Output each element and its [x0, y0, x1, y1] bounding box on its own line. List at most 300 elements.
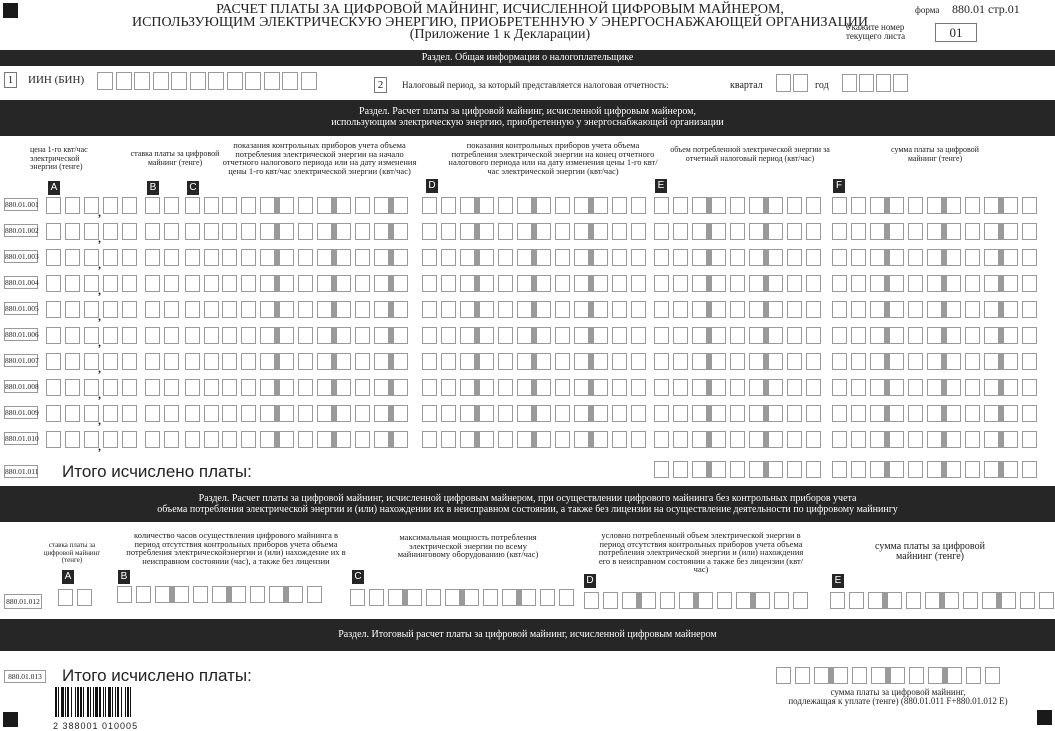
rate-cell[interactable] — [145, 275, 160, 292]
price-cell[interactable] — [84, 327, 99, 344]
price-cell[interactable] — [122, 353, 137, 370]
start-reading-cell[interactable] — [374, 249, 389, 266]
start-reading-cell[interactable] — [355, 275, 370, 292]
volume-cell[interactable] — [749, 405, 764, 422]
volume-cell[interactable] — [673, 275, 688, 292]
sum-cell[interactable] — [984, 249, 999, 266]
price-cell[interactable] — [122, 405, 137, 422]
rate-cell[interactable] — [185, 249, 200, 266]
start-reading-cell[interactable] — [393, 301, 408, 318]
s2-volume-cell[interactable] — [641, 592, 656, 609]
price-cell[interactable] — [84, 431, 99, 448]
rate-cell[interactable] — [204, 353, 219, 370]
start-reading-cell[interactable] — [336, 197, 351, 214]
sum-cell[interactable] — [851, 301, 866, 318]
end-reading-cell[interactable] — [517, 353, 532, 370]
start-reading-cell[interactable] — [222, 197, 237, 214]
sum-cell[interactable] — [927, 379, 942, 396]
sum-cell[interactable] — [1003, 197, 1018, 214]
volume-cell[interactable] — [654, 301, 669, 318]
end-reading-cell[interactable] — [479, 405, 494, 422]
s2-hours-cell[interactable] — [269, 586, 284, 603]
start-reading-cell[interactable] — [260, 275, 275, 292]
sum-cell[interactable] — [946, 353, 961, 370]
volume-cell[interactable] — [787, 327, 802, 344]
sum-cell[interactable] — [946, 223, 961, 240]
sum-cell[interactable] — [832, 405, 847, 422]
price-cell[interactable] — [103, 197, 118, 214]
end-reading-cell[interactable] — [555, 379, 570, 396]
year-cell[interactable] — [876, 74, 891, 92]
volume-cell[interactable] — [730, 249, 745, 266]
volume-cell[interactable] — [768, 249, 783, 266]
price-cell[interactable] — [65, 405, 80, 422]
end-reading-cell[interactable] — [460, 249, 475, 266]
sum-cell[interactable] — [908, 223, 923, 240]
end-reading-cell[interactable] — [593, 301, 608, 318]
volume-cell[interactable] — [787, 249, 802, 266]
price-cell[interactable] — [122, 301, 137, 318]
quarter-cell[interactable] — [776, 74, 791, 92]
rate-cell[interactable] — [164, 249, 179, 266]
volume-cell[interactable] — [711, 327, 726, 344]
iin-digit-cell[interactable] — [97, 72, 113, 90]
volume-cell[interactable] — [692, 249, 707, 266]
end-reading-cell[interactable] — [593, 275, 608, 292]
end-reading-cell[interactable] — [555, 353, 570, 370]
volume-cell[interactable] — [730, 275, 745, 292]
end-reading-cell[interactable] — [517, 197, 532, 214]
sum-cell[interactable] — [870, 405, 885, 422]
iin-digit-cell[interactable] — [116, 72, 132, 90]
start-reading-cell[interactable] — [279, 223, 294, 240]
end-reading-cell[interactable] — [612, 249, 627, 266]
end-reading-cell[interactable] — [536, 249, 551, 266]
end-reading-cell[interactable] — [555, 301, 570, 318]
rate-cell[interactable] — [185, 197, 200, 214]
volume-cell[interactable] — [806, 431, 821, 448]
start-reading-cell[interactable] — [393, 405, 408, 422]
sum-cell[interactable] — [889, 223, 904, 240]
volume-cell[interactable] — [806, 223, 821, 240]
price-cell[interactable] — [46, 327, 61, 344]
volume-cell[interactable] — [673, 249, 688, 266]
end-reading-cell[interactable] — [498, 197, 513, 214]
end-reading-cell[interactable] — [441, 353, 456, 370]
sum-cell[interactable] — [965, 197, 980, 214]
volume-cell[interactable] — [654, 223, 669, 240]
start-reading-cell[interactable] — [374, 275, 389, 292]
volume-cell[interactable] — [711, 431, 726, 448]
final-sum-cell[interactable] — [795, 667, 810, 684]
start-reading-cell[interactable] — [241, 405, 256, 422]
end-reading-cell[interactable] — [593, 379, 608, 396]
volume-cell[interactable] — [806, 197, 821, 214]
final-sum-cell[interactable] — [985, 667, 1000, 684]
end-reading-cell[interactable] — [479, 223, 494, 240]
volume-cell[interactable] — [806, 275, 821, 292]
start-reading-cell[interactable] — [336, 379, 351, 396]
volume-cell[interactable] — [787, 405, 802, 422]
s2-volume-cell[interactable] — [755, 592, 770, 609]
sum-cell[interactable] — [984, 405, 999, 422]
volume-cell[interactable] — [673, 197, 688, 214]
s2-volume-cell[interactable] — [660, 592, 675, 609]
end-reading-cell[interactable] — [441, 405, 456, 422]
sum-cell[interactable] — [889, 249, 904, 266]
end-reading-cell[interactable] — [593, 223, 608, 240]
volume-cell[interactable] — [806, 249, 821, 266]
end-reading-cell[interactable] — [498, 223, 513, 240]
start-reading-cell[interactable] — [279, 301, 294, 318]
sum-cell[interactable] — [965, 249, 980, 266]
start-reading-cell[interactable] — [222, 379, 237, 396]
volume-cell[interactable] — [711, 353, 726, 370]
price-cell[interactable] — [65, 327, 80, 344]
rate-cell[interactable] — [145, 431, 160, 448]
s2-hours-cell[interactable] — [136, 586, 151, 603]
end-reading-cell[interactable] — [631, 431, 646, 448]
sum-cell[interactable] — [946, 301, 961, 318]
volume-cell[interactable] — [692, 405, 707, 422]
rate-cell[interactable] — [164, 327, 179, 344]
start-reading-cell[interactable] — [355, 353, 370, 370]
volume-cell[interactable] — [749, 301, 764, 318]
end-reading-cell[interactable] — [555, 275, 570, 292]
sum-cell[interactable] — [984, 275, 999, 292]
end-reading-cell[interactable] — [498, 275, 513, 292]
sum-cell[interactable] — [908, 275, 923, 292]
end-reading-cell[interactable] — [631, 379, 646, 396]
end-reading-cell[interactable] — [593, 431, 608, 448]
end-reading-cell[interactable] — [536, 379, 551, 396]
start-reading-cell[interactable] — [222, 431, 237, 448]
end-reading-cell[interactable] — [422, 431, 437, 448]
volume-cell[interactable] — [711, 249, 726, 266]
price-cell[interactable] — [84, 197, 99, 214]
end-reading-cell[interactable] — [441, 327, 456, 344]
volume-cell[interactable] — [692, 379, 707, 396]
end-reading-cell[interactable] — [555, 249, 570, 266]
volume-cell[interactable] — [749, 379, 764, 396]
price-cell[interactable] — [122, 431, 137, 448]
start-reading-cell[interactable] — [279, 275, 294, 292]
end-reading-cell[interactable] — [555, 431, 570, 448]
sum-cell[interactable] — [984, 197, 999, 214]
volume-cell[interactable] — [654, 379, 669, 396]
sum-cell[interactable] — [1003, 353, 1018, 370]
s2-hours-cell[interactable] — [288, 586, 303, 603]
rate-cell[interactable] — [145, 327, 160, 344]
end-reading-cell[interactable] — [422, 379, 437, 396]
end-reading-cell[interactable] — [612, 431, 627, 448]
end-reading-cell[interactable] — [479, 275, 494, 292]
price-cell[interactable] — [84, 275, 99, 292]
volume-cell[interactable] — [768, 379, 783, 396]
rate-cell[interactable] — [164, 301, 179, 318]
sum-cell[interactable] — [870, 327, 885, 344]
end-reading-cell[interactable] — [574, 197, 589, 214]
total-volume-cell[interactable] — [673, 461, 688, 478]
start-reading-cell[interactable] — [317, 301, 332, 318]
total-sum-cell[interactable] — [908, 461, 923, 478]
s2-sum-cell[interactable] — [887, 592, 902, 609]
s2-sum-cell[interactable] — [925, 592, 940, 609]
end-reading-cell[interactable] — [479, 249, 494, 266]
rate-cell[interactable] — [164, 353, 179, 370]
total-sum-cell[interactable] — [965, 461, 980, 478]
volume-cell[interactable] — [749, 249, 764, 266]
volume-cell[interactable] — [806, 327, 821, 344]
end-reading-cell[interactable] — [498, 379, 513, 396]
price-cell[interactable] — [84, 353, 99, 370]
volume-cell[interactable] — [787, 431, 802, 448]
iin-digit-cell[interactable] — [153, 72, 169, 90]
end-reading-cell[interactable] — [441, 249, 456, 266]
end-reading-cell[interactable] — [631, 353, 646, 370]
total-volume-cell[interactable] — [654, 461, 669, 478]
s2-hours-cell[interactable] — [212, 586, 227, 603]
sum-cell[interactable] — [851, 431, 866, 448]
start-reading-cell[interactable] — [393, 431, 408, 448]
start-reading-cell[interactable] — [222, 405, 237, 422]
end-reading-cell[interactable] — [574, 431, 589, 448]
end-reading-cell[interactable] — [498, 353, 513, 370]
end-reading-cell[interactable] — [422, 275, 437, 292]
volume-cell[interactable] — [654, 405, 669, 422]
end-reading-cell[interactable] — [460, 405, 475, 422]
volume-cell[interactable] — [692, 301, 707, 318]
sum-cell[interactable] — [984, 379, 999, 396]
s2-power-cell[interactable] — [369, 589, 384, 606]
volume-cell[interactable] — [654, 197, 669, 214]
iin-digit-cell[interactable] — [301, 72, 317, 90]
start-reading-cell[interactable] — [374, 353, 389, 370]
rate-cell[interactable] — [145, 249, 160, 266]
sum-cell[interactable] — [965, 327, 980, 344]
start-reading-cell[interactable] — [241, 223, 256, 240]
price-cell[interactable] — [103, 275, 118, 292]
price-cell[interactable] — [65, 431, 80, 448]
volume-cell[interactable] — [768, 431, 783, 448]
end-reading-cell[interactable] — [612, 327, 627, 344]
volume-cell[interactable] — [692, 223, 707, 240]
sum-cell[interactable] — [965, 353, 980, 370]
end-reading-cell[interactable] — [422, 249, 437, 266]
rate-cell[interactable] — [185, 327, 200, 344]
start-reading-cell[interactable] — [355, 431, 370, 448]
volume-cell[interactable] — [787, 223, 802, 240]
price-cell[interactable] — [103, 379, 118, 396]
start-reading-cell[interactable] — [393, 197, 408, 214]
price-cell[interactable] — [46, 249, 61, 266]
volume-cell[interactable] — [673, 223, 688, 240]
start-reading-cell[interactable] — [355, 223, 370, 240]
s2-power-cell[interactable] — [483, 589, 498, 606]
s2-hours-cell[interactable] — [117, 586, 132, 603]
sum-cell[interactable] — [851, 405, 866, 422]
iin-digit-cell[interactable] — [282, 72, 298, 90]
start-reading-cell[interactable] — [222, 327, 237, 344]
total-sum-cell[interactable] — [851, 461, 866, 478]
sum-cell[interactable] — [1003, 249, 1018, 266]
end-reading-cell[interactable] — [536, 327, 551, 344]
volume-cell[interactable] — [730, 379, 745, 396]
volume-cell[interactable] — [787, 301, 802, 318]
end-reading-cell[interactable] — [612, 379, 627, 396]
start-reading-cell[interactable] — [374, 197, 389, 214]
volume-cell[interactable] — [711, 197, 726, 214]
start-reading-cell[interactable] — [374, 379, 389, 396]
total-volume-cell[interactable] — [768, 461, 783, 478]
rate-cell[interactable] — [164, 405, 179, 422]
sum-cell[interactable] — [889, 379, 904, 396]
volume-cell[interactable] — [806, 301, 821, 318]
end-reading-cell[interactable] — [422, 405, 437, 422]
price-cell[interactable] — [65, 223, 80, 240]
start-reading-cell[interactable] — [336, 301, 351, 318]
end-reading-cell[interactable] — [574, 353, 589, 370]
price-cell[interactable] — [65, 353, 80, 370]
sum-cell[interactable] — [1022, 275, 1037, 292]
sum-cell[interactable] — [889, 405, 904, 422]
total-sum-cell[interactable] — [1022, 461, 1037, 478]
end-reading-cell[interactable] — [574, 301, 589, 318]
end-reading-cell[interactable] — [498, 249, 513, 266]
final-sum-cell[interactable] — [947, 667, 962, 684]
s2-sum-cell[interactable] — [1020, 592, 1035, 609]
sum-cell[interactable] — [946, 249, 961, 266]
price-cell[interactable] — [46, 301, 61, 318]
end-reading-cell[interactable] — [460, 223, 475, 240]
s2-power-cell[interactable] — [502, 589, 517, 606]
sum-cell[interactable] — [927, 197, 942, 214]
rate-cell[interactable] — [185, 405, 200, 422]
sum-cell[interactable] — [870, 223, 885, 240]
end-reading-cell[interactable] — [460, 197, 475, 214]
start-reading-cell[interactable] — [298, 249, 313, 266]
sum-cell[interactable] — [927, 249, 942, 266]
end-reading-cell[interactable] — [555, 197, 570, 214]
s2-volume-cell[interactable] — [774, 592, 789, 609]
price-cell[interactable] — [122, 197, 137, 214]
start-reading-cell[interactable] — [393, 249, 408, 266]
sum-cell[interactable] — [851, 249, 866, 266]
start-reading-cell[interactable] — [241, 301, 256, 318]
sum-cell[interactable] — [832, 223, 847, 240]
sum-cell[interactable] — [946, 379, 961, 396]
end-reading-cell[interactable] — [460, 353, 475, 370]
sum-cell[interactable] — [908, 353, 923, 370]
volume-cell[interactable] — [711, 301, 726, 318]
s2-power-cell[interactable] — [388, 589, 403, 606]
rate-cell[interactable] — [145, 301, 160, 318]
end-reading-cell[interactable] — [460, 275, 475, 292]
s2-hours-cell[interactable] — [155, 586, 170, 603]
end-reading-cell[interactable] — [517, 327, 532, 344]
start-reading-cell[interactable] — [241, 379, 256, 396]
end-reading-cell[interactable] — [441, 431, 456, 448]
volume-cell[interactable] — [806, 405, 821, 422]
volume-cell[interactable] — [768, 327, 783, 344]
rate-cell[interactable] — [185, 379, 200, 396]
sum-cell[interactable] — [870, 431, 885, 448]
start-reading-cell[interactable] — [355, 249, 370, 266]
start-reading-cell[interactable] — [241, 327, 256, 344]
s2-hours-cell[interactable] — [193, 586, 208, 603]
rate-cell[interactable] — [204, 301, 219, 318]
iin-digit-cell[interactable] — [190, 72, 206, 90]
start-reading-cell[interactable] — [298, 301, 313, 318]
volume-cell[interactable] — [768, 275, 783, 292]
price-cell[interactable] — [84, 405, 99, 422]
sum-cell[interactable] — [832, 197, 847, 214]
start-reading-cell[interactable] — [241, 431, 256, 448]
end-reading-cell[interactable] — [498, 327, 513, 344]
sum-cell[interactable] — [1022, 223, 1037, 240]
start-reading-cell[interactable] — [393, 327, 408, 344]
sum-cell[interactable] — [965, 431, 980, 448]
end-reading-cell[interactable] — [536, 275, 551, 292]
rate-cell[interactable] — [185, 431, 200, 448]
start-reading-cell[interactable] — [317, 249, 332, 266]
end-reading-cell[interactable] — [498, 431, 513, 448]
price-cell[interactable] — [103, 353, 118, 370]
start-reading-cell[interactable] — [260, 327, 275, 344]
year-cell[interactable] — [842, 74, 857, 92]
volume-cell[interactable] — [673, 301, 688, 318]
end-reading-cell[interactable] — [517, 223, 532, 240]
end-reading-cell[interactable] — [574, 405, 589, 422]
end-reading-cell[interactable] — [441, 223, 456, 240]
sum-cell[interactable] — [1022, 197, 1037, 214]
sum-cell[interactable] — [927, 301, 942, 318]
start-reading-cell[interactable] — [279, 379, 294, 396]
price-cell[interactable] — [65, 249, 80, 266]
rate-cell[interactable] — [164, 379, 179, 396]
sum-cell[interactable] — [851, 275, 866, 292]
sum-cell[interactable] — [832, 431, 847, 448]
sum-cell[interactable] — [946, 275, 961, 292]
rate-cell[interactable] — [204, 249, 219, 266]
sum-cell[interactable] — [1003, 379, 1018, 396]
start-reading-cell[interactable] — [336, 431, 351, 448]
start-reading-cell[interactable] — [222, 249, 237, 266]
end-reading-cell[interactable] — [631, 223, 646, 240]
sum-cell[interactable] — [908, 301, 923, 318]
s2-power-cell[interactable] — [407, 589, 422, 606]
sum-cell[interactable] — [832, 275, 847, 292]
s2-volume-cell[interactable] — [584, 592, 599, 609]
end-reading-cell[interactable] — [422, 327, 437, 344]
end-reading-cell[interactable] — [460, 379, 475, 396]
start-reading-cell[interactable] — [355, 301, 370, 318]
volume-cell[interactable] — [730, 197, 745, 214]
s2-sum-cell[interactable] — [1001, 592, 1016, 609]
iin-digit-cell[interactable] — [227, 72, 243, 90]
total-sum-cell[interactable] — [889, 461, 904, 478]
iin-digit-cell[interactable] — [134, 72, 150, 90]
sum-cell[interactable] — [851, 379, 866, 396]
sum-cell[interactable] — [870, 379, 885, 396]
sum-cell[interactable] — [908, 249, 923, 266]
volume-cell[interactable] — [692, 327, 707, 344]
start-reading-cell[interactable] — [355, 379, 370, 396]
sum-cell[interactable] — [908, 197, 923, 214]
price-cell[interactable] — [46, 223, 61, 240]
rate-cell[interactable] — [145, 197, 160, 214]
total-sum-cell[interactable] — [870, 461, 885, 478]
